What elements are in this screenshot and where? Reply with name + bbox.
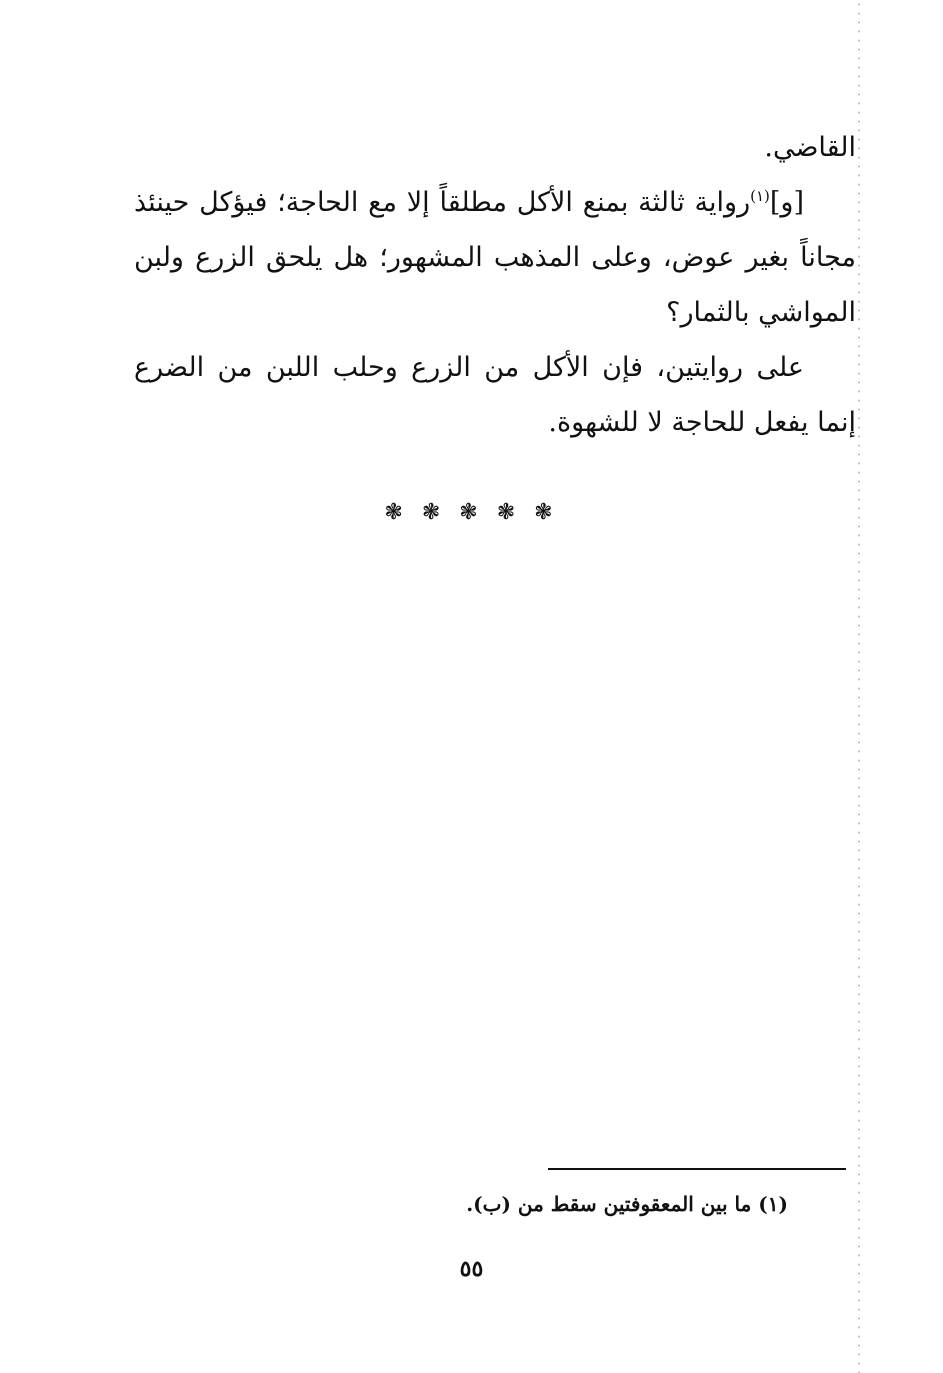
main-text (134, 120, 856, 450)
footnote: (١) ما بين المعقوفتين سقط من (ب). (466, 1192, 788, 1216)
footnote-marker: (١) (750, 187, 770, 205)
paragraph-riwayatain: على روايتين، فإن الأكل من الزرع وحلب اللبن من الضرع إنما يفعل للحاجة لا للشهوة. (134, 352, 856, 438)
paragraph-riwaya-text: رواية ثالثة بمنع الأكل مطلقاً إلا مع الحاجة؛ فيؤكل حينئذ مجاناً بغير عوض، وعلى المذهب المشهور؛ هل يلحق الزرع ولبن المواشي بالثمار؟ (134, 187, 856, 328)
footnote-rule (548, 1168, 846, 1170)
paragraph-continuation: القاضي. (764, 132, 856, 163)
bracket-insert: [و] (769, 187, 804, 218)
page-number: ٥٥ (459, 1256, 484, 1282)
margin-dots (858, 0, 860, 1373)
paragraph-riwaya (134, 175, 856, 340)
section-separator: ❃ ❃ ❃ ❃ ❃ (384, 500, 559, 525)
